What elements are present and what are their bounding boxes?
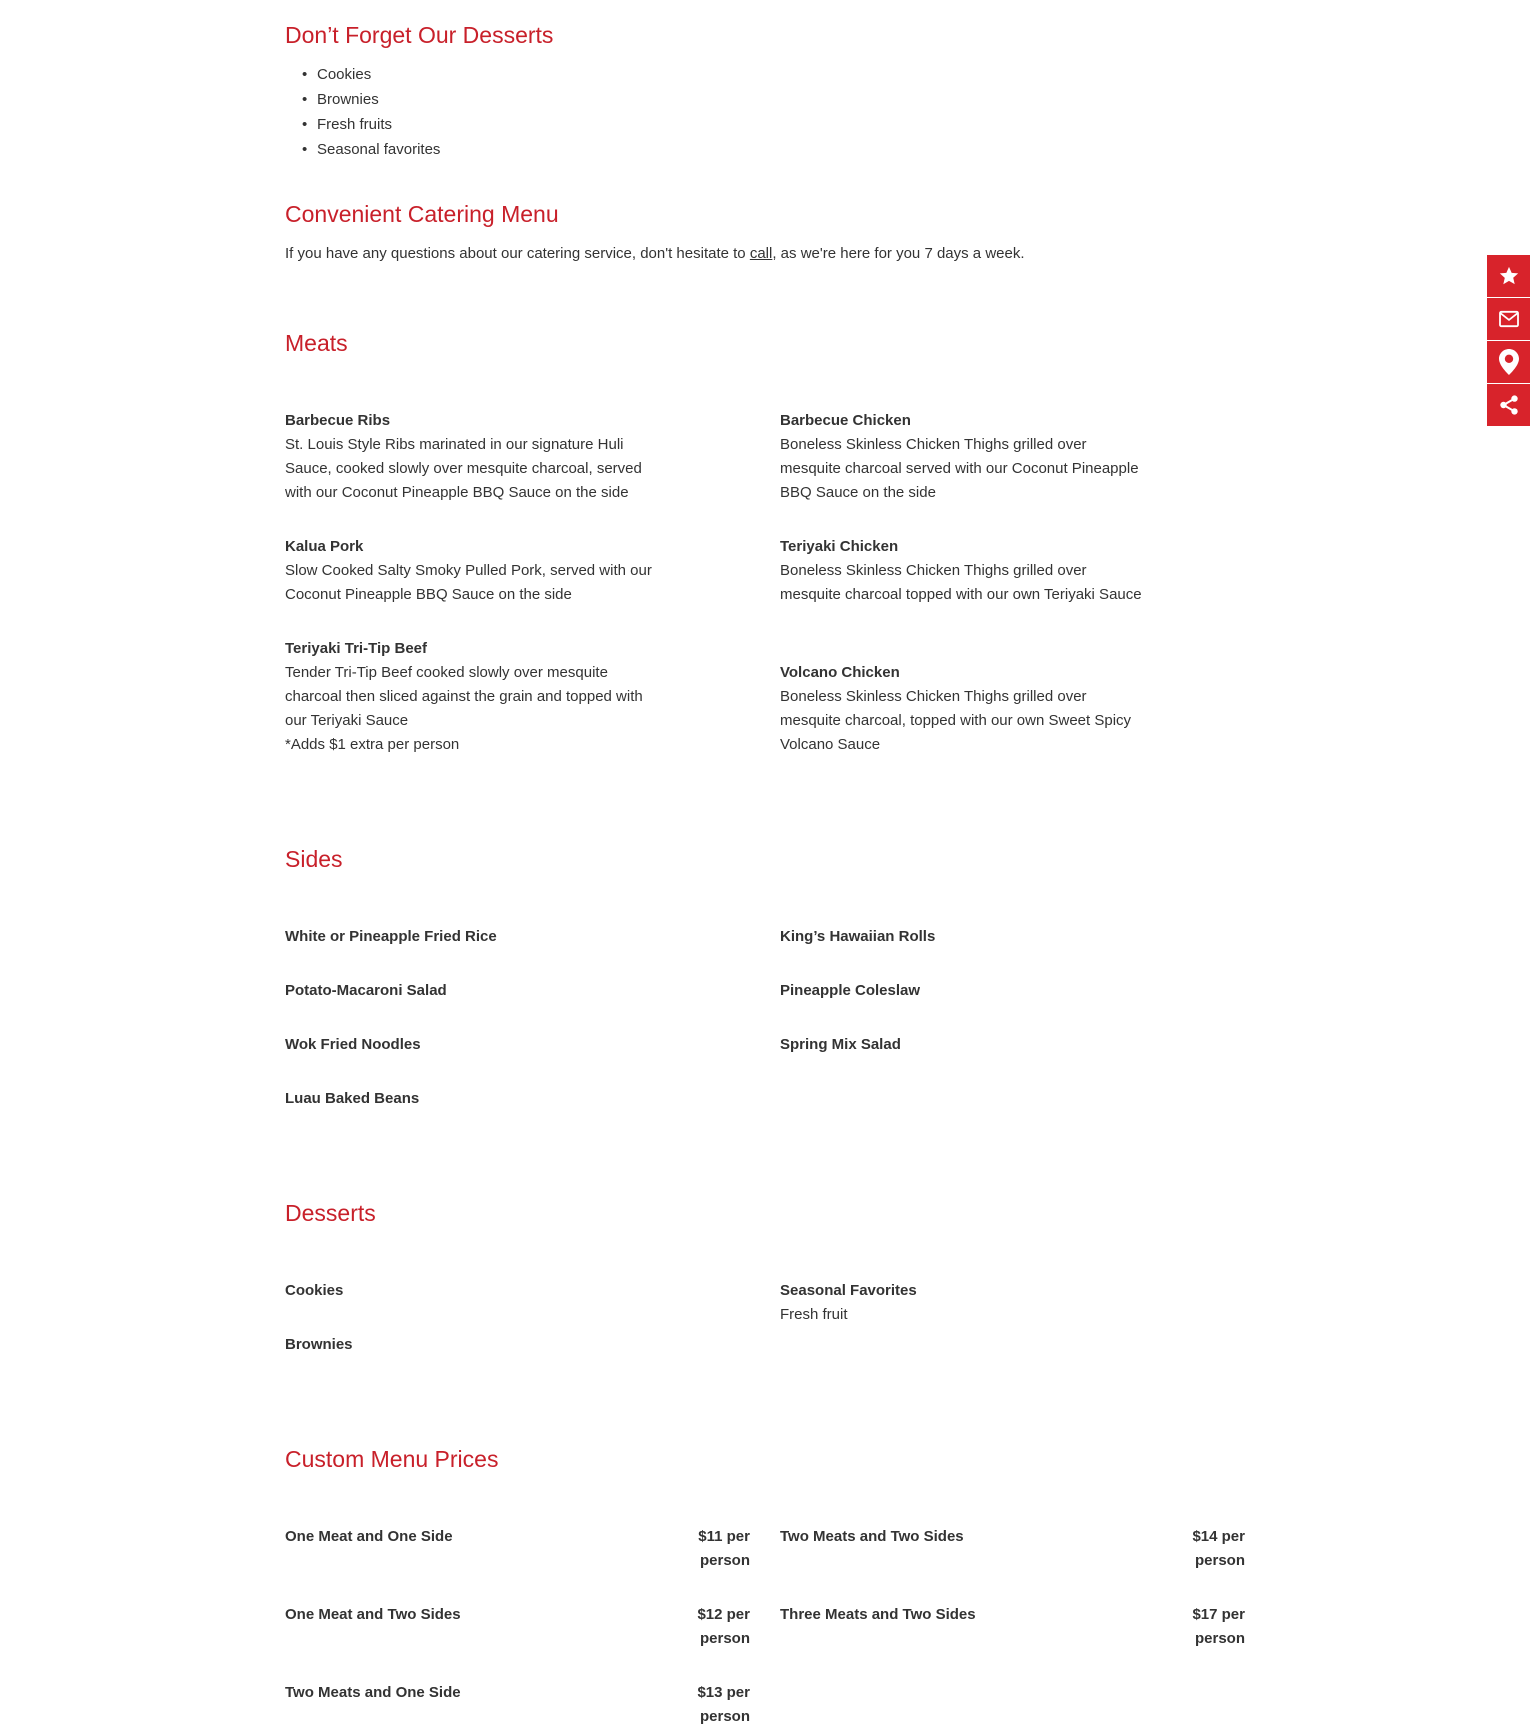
- price-value: $11 per person: [698, 1528, 750, 1569]
- side-item: [780, 1033, 1150, 1057]
- share-icon: [1498, 394, 1520, 416]
- intro-text: If you have any questions about our catering service, don't hesitate to: [285, 245, 750, 262]
- prices-heading: Custom Menu Prices: [285, 1446, 499, 1472]
- side-item: [780, 979, 1150, 1003]
- side-name: Spring Mix Salad: [780, 1036, 901, 1053]
- meat-name: Teriyaki Chicken: [780, 538, 899, 555]
- call-link[interactable]: call: [749, 245, 773, 262]
- side-name: King’s Hawaiian Rolls: [780, 928, 936, 945]
- list-item: • Seasonal favorites: [285, 137, 440, 162]
- side-name: Potato-Macaroni Salad: [285, 982, 447, 999]
- side-name: White or Pineapple Fried Rice: [285, 928, 497, 945]
- meat-name: Barbecue Chicken: [780, 412, 911, 429]
- meat-desc: Boneless Skinless Chicken Thighs grilled over mesquite charcoal, topped with our own Sweet Spicy Volcano Sauce: [780, 688, 1132, 753]
- meat-desc: Tender Tri-Tip Beef cooked slowly over mesquite charcoal then sliced against the grain and topped with our Teriyaki Sauce: [285, 664, 643, 729]
- price-name: Two Meats and Two Sides: [780, 1528, 964, 1545]
- star-icon: [1498, 265, 1520, 287]
- meat-name: Barbecue Ribs: [285, 412, 391, 429]
- meat-desc: Boneless Skinless Chicken Thighs grilled over mesquite charcoal topped with our own Teriyaki Sauce: [780, 562, 1142, 603]
- location-button[interactable]: [1487, 341, 1530, 383]
- dessert-desc: Fresh fruit: [780, 1306, 848, 1323]
- meat-name: Kalua Pork: [285, 538, 364, 555]
- dessert-name: Brownies: [285, 1336, 353, 1353]
- meat-desc: Slow Cooked Salty Smoky Pulled Pork, served with our Coconut Pineapple BBQ Sauce on the side: [285, 562, 652, 603]
- list-item: • Brownies: [285, 87, 440, 112]
- share-button[interactable]: [1487, 384, 1530, 426]
- meats-heading: Meats: [285, 330, 348, 356]
- meat-desc: Boneless Skinless Chicken Thighs grilled over mesquite charcoal served with our Coconut Pineapple BBQ Sauce on the side: [780, 436, 1139, 501]
- floating-action-bar: [1487, 255, 1530, 427]
- meat-name: Volcano Chicken: [780, 664, 900, 681]
- meat-item: [780, 409, 1150, 505]
- sides-heading: Sides: [285, 846, 343, 872]
- meat-item: [285, 409, 655, 505]
- meat-desc: St. Louis Style Ribs marinated in our signature Huli Sauce, cooked slowly over mesquite charcoal, served with our Coconut Pineapple BBQ Sauce on the side: [285, 436, 642, 501]
- desserts-callout-heading: Don’t Forget Our Desserts: [285, 22, 554, 48]
- meat-item: [780, 535, 1150, 607]
- price-name: Two Meats and One Side: [285, 1684, 461, 1701]
- price-name: One Meat and Two Sides: [285, 1606, 461, 1623]
- price-value: $12 per person: [697, 1606, 750, 1647]
- envelope-icon: [1498, 310, 1520, 328]
- side-item: [285, 1033, 655, 1057]
- catering-intro: [285, 240, 1025, 268]
- email-button[interactable]: [1487, 298, 1530, 340]
- dessert-item: [285, 1333, 655, 1357]
- dessert-name: Seasonal Favorites: [780, 1282, 917, 1299]
- meat-name: Teriyaki Tri-Tip Beef: [285, 640, 427, 657]
- desserts-callout-list: [285, 62, 440, 162]
- price-value: $17 per person: [1192, 1606, 1245, 1647]
- dessert-item: [780, 1279, 1150, 1327]
- price-value: $14 per person: [1192, 1528, 1245, 1569]
- price-name: One Meat and One Side: [285, 1528, 453, 1545]
- intro-text: , as we're here for you 7 days a week.: [772, 245, 1025, 262]
- price-name: Three Meats and Two Sides: [780, 1606, 976, 1623]
- side-item: [780, 925, 1150, 949]
- list-item: • Cookies: [285, 62, 440, 87]
- list-item: • Fresh fruits: [285, 112, 440, 137]
- price-value: $13 per person: [697, 1684, 750, 1725]
- meat-item: [780, 661, 1150, 757]
- meat-item: [285, 637, 655, 757]
- favorite-button[interactable]: [1487, 255, 1530, 297]
- side-name: Wok Fried Noodles: [285, 1036, 421, 1053]
- map-pin-icon: [1499, 349, 1519, 375]
- dessert-item: [285, 1279, 655, 1303]
- side-item: [285, 1087, 655, 1111]
- side-name: Luau Baked Beans: [285, 1090, 420, 1107]
- meat-note: *Adds $1 extra per person: [285, 736, 460, 753]
- meat-item: [285, 535, 655, 607]
- catering-heading: Convenient Catering Menu: [285, 201, 559, 227]
- side-name: Pineapple Coleslaw: [780, 982, 921, 999]
- dessert-name: Cookies: [285, 1282, 344, 1299]
- side-item: [285, 925, 655, 949]
- desserts-heading: Desserts: [285, 1200, 376, 1226]
- side-item: [285, 979, 655, 1003]
